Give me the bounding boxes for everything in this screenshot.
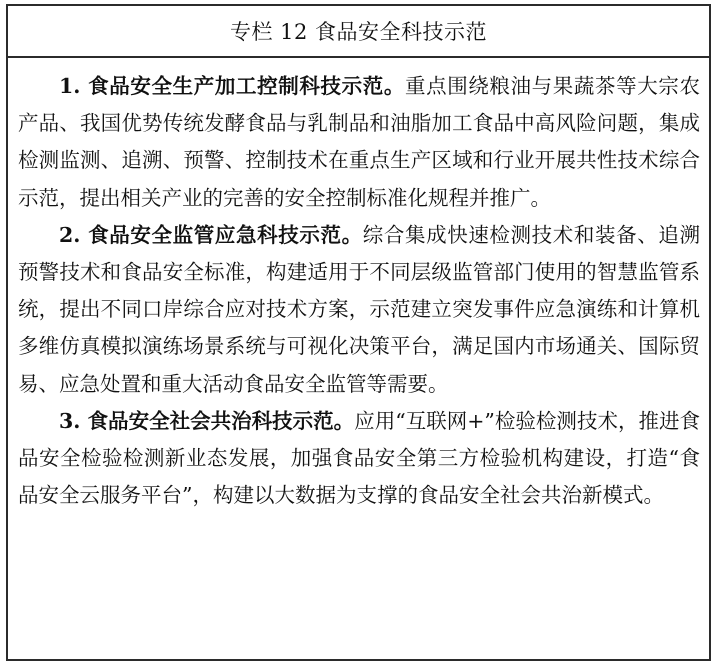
item-paragraph-2	[18, 217, 700, 403]
item-heading-1: 1. 食品安全生产加工控制科技示范。	[59, 74, 405, 98]
item-body-1: 重点围绕粮油与果蔬茶等大宗农产品、我国优势传统发酵食品与乳制品和油脂加工食品中高风险问题，集成检测监测、追溯、预警、控制技术在重点生产区域和行业开展共性技术综合示范，提出相关产业的完善的安全控制标准化规程并推广。	[18, 74, 701, 210]
box-title-row	[8, 6, 709, 58]
item-body-2: 综合集成快速检测技术和装备、追溯预警技术和食品安全标准，构建适用于不同层级监管部门使用的智慧监管系统，提出不同口岸综合应对技术方案，示范建立突发事件应急演练和计算机多维仿真模拟演练场景系统与可视化决策平台，满足国内市场通关、国际贸易、应急处置和重大活动食品安全监管等需要。	[18, 222, 701, 396]
item-heading-3: 3. 食品安全社会共治科技示范。	[59, 408, 355, 433]
box-content	[8, 58, 709, 514]
box-title: 专栏 12 食品安全科技示范	[229, 20, 488, 44]
item-paragraph-3	[18, 403, 700, 515]
column-box	[6, 4, 711, 661]
item-body-3: 应用“互联网+”检验检测技术，推进食品安全检验检测新业态发展，加强食品安全第三方检验机构建设，打造“食品安全云服务平台”，构建以大数据为支撑的食品安全社会共治新模式。	[18, 408, 700, 508]
item-paragraph-1	[18, 68, 700, 217]
item-heading-2: 2. 食品安全监管应急科技示范。	[59, 222, 363, 247]
